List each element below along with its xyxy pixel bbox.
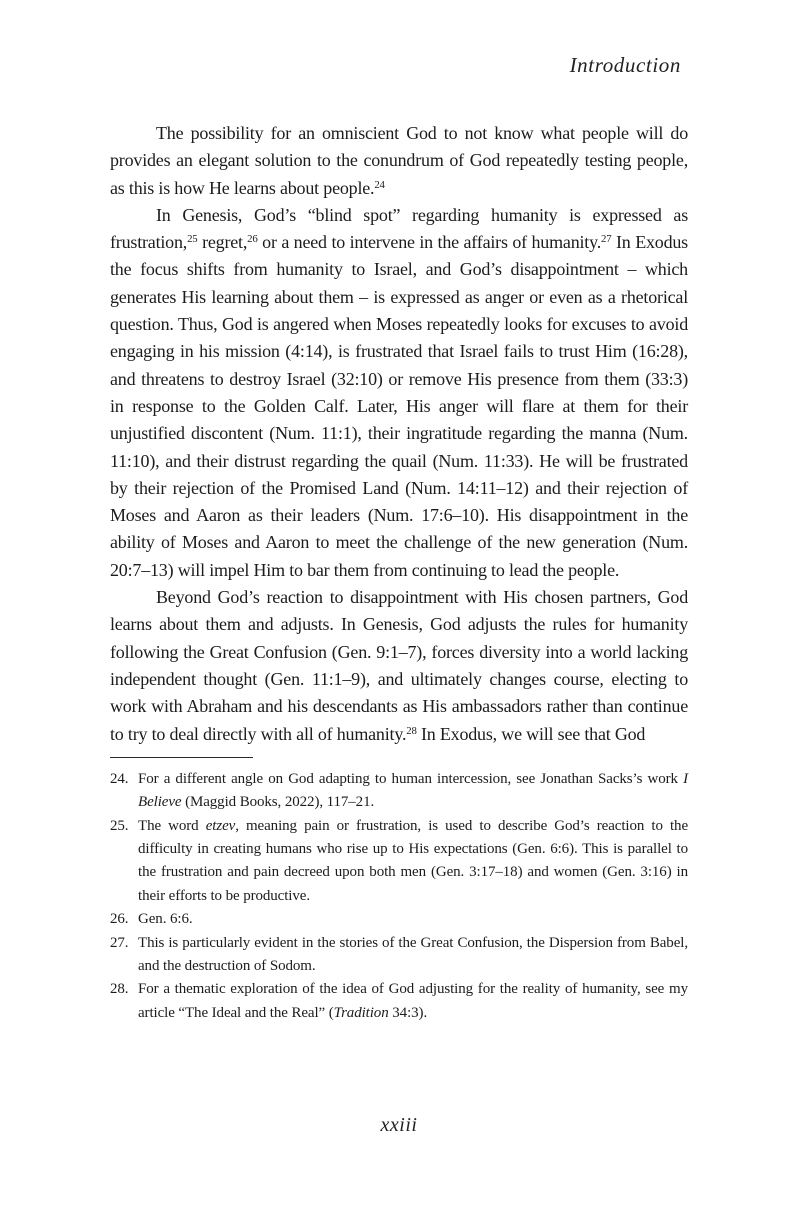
footnote [110, 768, 688, 815]
footnotes-section [110, 768, 688, 1025]
footnote-ref: 26 [247, 233, 258, 246]
footnote-text: This is particularly evident in the stories of the Great Confusion, the Dispersion from Babel, and the destruction of Sodom. [138, 934, 688, 975]
footnote-number: 25. [110, 817, 129, 834]
page-content [110, 120, 688, 1025]
footnote-ref: 27 [601, 233, 612, 246]
footnote-text: For a different angle on God adapting to human intercession, see Jonathan Sacks’s work I Believe (Maggid Books, 2022), 117–21. [138, 770, 688, 811]
footnote [110, 978, 688, 1025]
paragraph: In Genesis, God’s “blind spot” regarding humanity is expressed as frustration,$^{25}$ regret,$^{26}$ or a need to intervene in the affairs of humanity.$^{27}$ In Exodus the focus shifts from humanity to Israel, and God’s disappointment – which generates His learning about them – is expressed as anger or even as a rhetorical question. Thus, God is angered when Moses repeatedly looks for excuses to avoid engaging in his mission (4:14), is frustrated that Israel fails to trust Him (16:28), and threatens to destroy Israel (32:10) or remove His presence from them (33:3) in response to the Golden Calf. Later, His anger will flare at them for their unjustified discontent (Num. 11:1), their ingratitude regarding the manna (Num. 11:10), and their distrust regarding the quail (Num. 11:33). He will be frustrated by their rejection of the Promised Land (Num. 14:11–12) and their rejection of Moses and Aaron as their leaders (Num. 17:6–10). His disappointment in the ability of Moses and Aaron to meet the challenge of the new generation (Num. 20:7–13) will impel Him to bar them from continuing to lead the people. [110, 204, 688, 580]
page-number: xxiii [380, 1114, 418, 1136]
italic-text: I Believe [138, 770, 688, 811]
paragraph: The possibility for an omniscient God to not know what people will do provides an elegant solution to the conundrum of God repeatedly testing people, as this is how He learns about people.$^{24}$ [110, 123, 688, 198]
footnote-text: Gen. 6:6. [138, 911, 193, 928]
footnote-ref: 25 [187, 233, 198, 246]
footnote [110, 815, 688, 909]
footnote-text: For a thematic exploration of the idea of God adjusting for the reality of humanity, see my article “The Ideal and the Real” (Tradition 34:3). [138, 981, 688, 1021]
footnote-number: 28. [110, 981, 129, 998]
footnote-number: 24. [110, 770, 129, 787]
body-text [110, 120, 688, 748]
footnote [110, 908, 688, 931]
footnote-number: 27. [110, 934, 129, 951]
italic-text: etzev [205, 817, 236, 834]
italic-text: Tradition [333, 1004, 389, 1021]
paragraph: Beyond God’s reaction to disappointment with His chosen partners, God learns about them and adjusts. In Genesis, God adjusts the rules for humanity following the Great Confusion (Gen. 9:1–7), forces diversity into a world lacking independent thought (Gen. 11:1–9), and ultimately changes course, electing to work with Abraham and his descendants as His ambassadors rather than continue to try to deal directly with all of humanity.$^{28}$ In Exodus, we will see that God [110, 587, 688, 744]
running-head: Introduction [569, 53, 681, 77]
footnote-ref: 24 [374, 178, 385, 191]
footnote-number: 26. [110, 911, 129, 928]
footnote-separator [110, 757, 253, 758]
footnote-text: The word etzev, meaning pain or frustration, is used to describe God’s reaction to the difficulty in creating humans who rise up to His expectations (Gen. 6:6). This is parallel to the frustration and pain decreed upon both men (Gen. 3:17–18) and women (Gen. 3:16) in their efforts to be productive. [138, 817, 689, 904]
footnote [110, 932, 688, 979]
footnote-ref: 28 [406, 724, 417, 737]
